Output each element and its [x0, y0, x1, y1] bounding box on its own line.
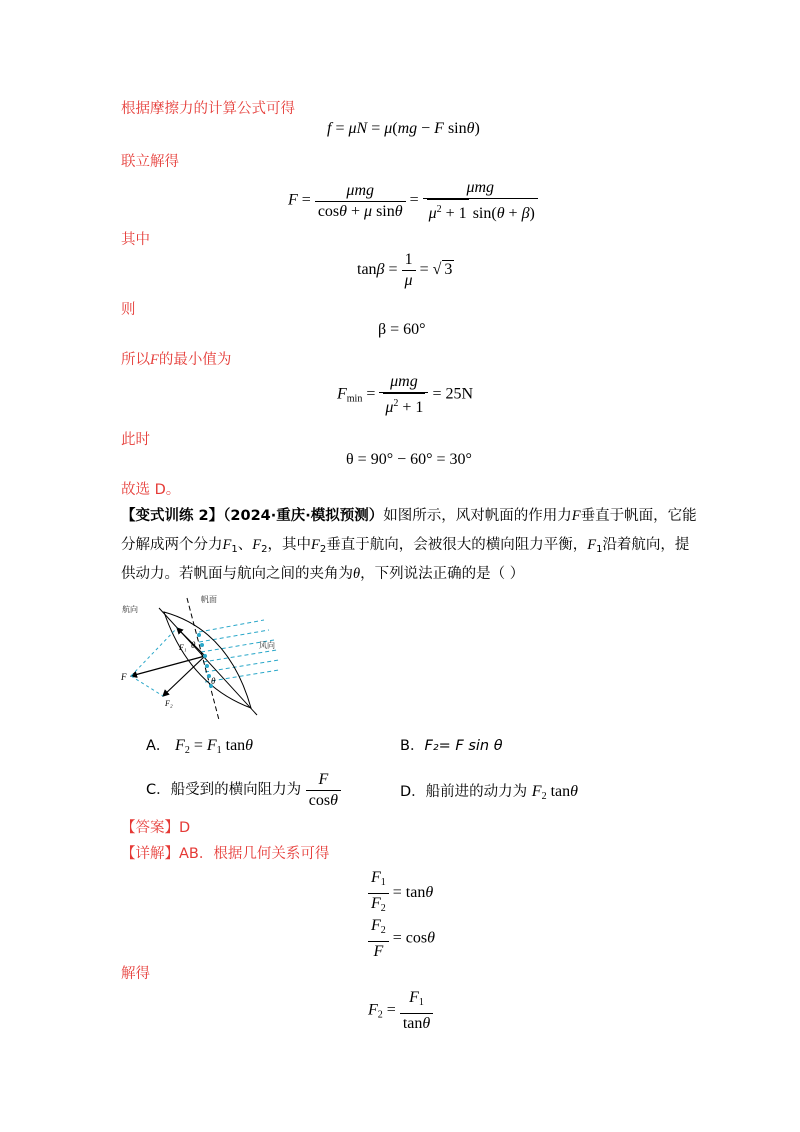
equation-F2-result: $F_2$ = $\frac{F_1}{\tan\theta}$	[368, 988, 433, 1034]
equation-fmin: $F_{min}$ = $\frac{\text{μmg}}{\mu^2 + 1}$ = 25N	[337, 373, 474, 416]
problem-line-1: 【变式训练 2】（2024·重庆·模拟预测）如图所示，风对帆面的作用力F垂直于帆面，它能	[121, 508, 697, 524]
wind-lines	[199, 620, 279, 682]
solution-line-then: 则	[121, 302, 136, 318]
equation-theta: θ = 90° − 60° = 30°	[346, 451, 472, 468]
solution-line-choose: 故选 D。	[121, 482, 181, 498]
equation-F: F = $\frac{\text{μmg}}{\text{cosθ + μ sinθ}}$ = $\frac{\text{μmg}}{\mu^2 + 1 \sin(\theta + \beta)}$	[288, 178, 538, 224]
option-b[interactable]: B．F₂= F sin θ	[400, 738, 503, 754]
label-F: F	[121, 672, 127, 682]
label-wind: 风向	[259, 641, 275, 650]
label-theta-bottom: θ	[211, 676, 216, 686]
label-sail: 帆面	[201, 595, 217, 604]
equation-tan-beta: tanβ = $\frac{1}{\mu}$ = √ 3	[357, 251, 453, 289]
problem-line-3: 供动力。若帆面与航向之间的夹角为θ，下列说法正确的是（ ）	[121, 566, 525, 582]
problem-line-2: 分解成两个分力$F_1$、$F_2$，其中$F_2$垂直于航向，会被很大的横向阻力平衡，$F_1$沿着航向，提	[121, 537, 690, 555]
solution-line-min: 所以F的最小值为	[121, 352, 232, 368]
sail-force-diagram	[119, 590, 289, 720]
option-a[interactable]: A． $F_2 = F_1$ tanθ	[146, 737, 254, 756]
label-F1: F₁	[179, 643, 187, 652]
answer-line: 【答案】D	[121, 820, 191, 836]
solution-line-where: 其中	[121, 232, 150, 248]
equation-F1-over-F2: $\frac{F_1}{F_2}$ = tanθ	[368, 868, 433, 919]
label-theta-top: θ	[191, 640, 196, 650]
label-course: 航向	[122, 605, 138, 614]
solution-line-now: 此时	[121, 432, 150, 448]
solve-line: 解得	[121, 966, 150, 982]
solution-line-friction: 根据摩擦力的计算公式可得	[121, 101, 295, 117]
option-c[interactable]: C．船受到的横向阻力为 $\frac{F}{\cos\theta}$	[146, 770, 341, 811]
option-d[interactable]: D．船前进的动力为 $F_2$ tanθ	[400, 783, 578, 802]
solution-line-combine: 联立解得	[121, 154, 179, 170]
label-F2: F₂	[165, 699, 173, 708]
detail-line: 【详解】AB．根据几何关系可得	[121, 846, 330, 862]
equation-friction: f = μN = μ(mg − F sinθ)	[327, 120, 480, 137]
equation-beta: β = 60°	[378, 321, 426, 338]
equation-F2-over-F: $\frac{F_2}{F}$ = cosθ	[368, 916, 435, 962]
